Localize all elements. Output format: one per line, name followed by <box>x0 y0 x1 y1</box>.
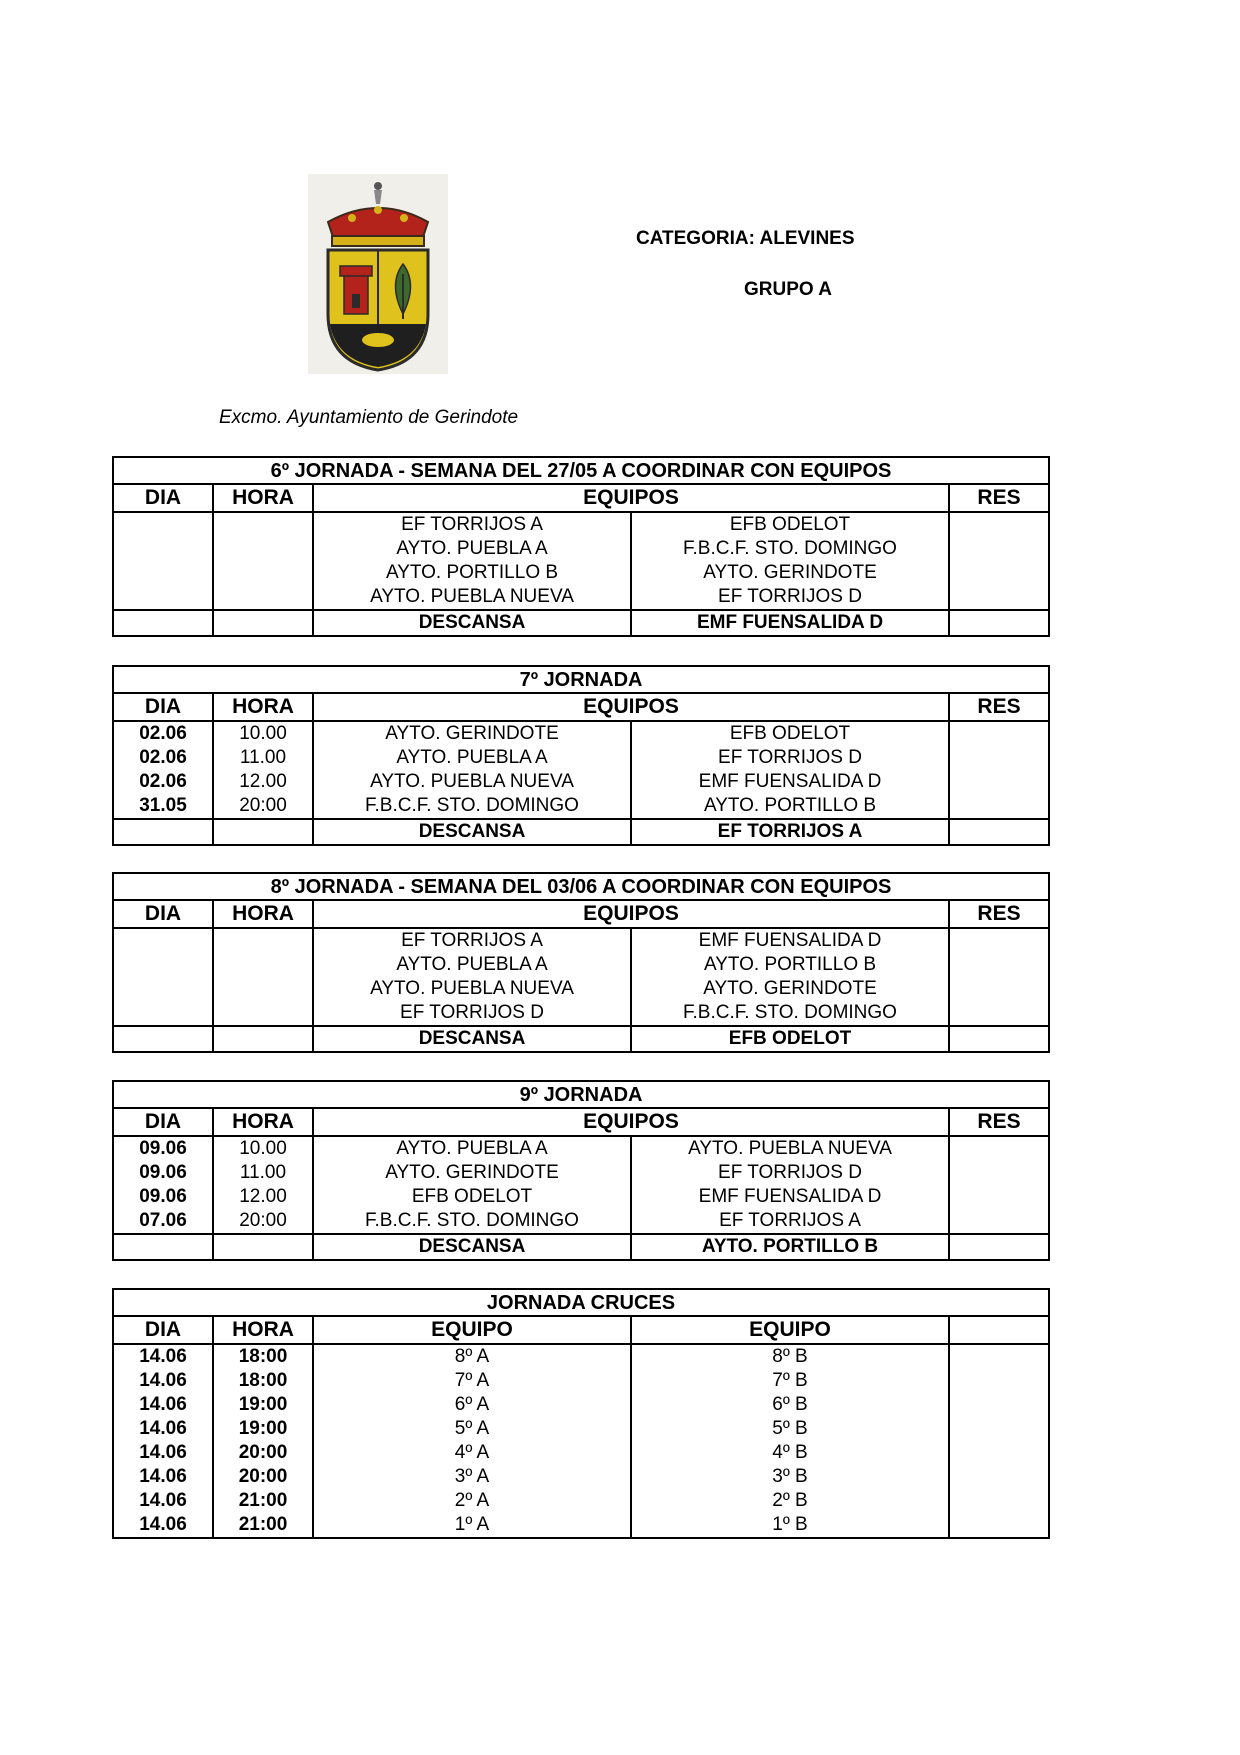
away-team: EFB ODELOT <box>631 512 949 537</box>
home-team: 1º A <box>313 1513 631 1538</box>
match-result <box>949 1393 1049 1417</box>
away-team: EF TORRIJOS D <box>631 1161 949 1185</box>
table-row <box>113 721 1049 746</box>
home-team: AYTO. PUEBLA A <box>313 746 631 770</box>
col-teams: EQUIPOS <box>313 1108 949 1136</box>
away-team: F.B.C.F. STO. DOMINGO <box>631 537 949 561</box>
table-row <box>113 1161 1049 1185</box>
rest-row <box>113 610 1049 636</box>
home-team: 6º A <box>313 1393 631 1417</box>
match-result <box>949 1513 1049 1538</box>
rest-row <box>113 1026 1049 1052</box>
rest-team: EFB ODELOT <box>631 1026 949 1052</box>
table-row <box>113 1393 1049 1417</box>
municipal-crest <box>308 174 448 374</box>
match-result <box>949 1001 1049 1026</box>
away-team: EF TORRIJOS D <box>631 746 949 770</box>
match-day: 14.06 <box>113 1417 213 1441</box>
col-hour: HORA <box>213 693 313 721</box>
match-day <box>113 537 213 561</box>
away-team: 3º B <box>631 1465 949 1489</box>
round-title: 7º JORNADA <box>113 666 1049 693</box>
table-row <box>113 1513 1049 1538</box>
away-team: 4º B <box>631 1441 949 1465</box>
home-team: AYTO. PUEBLA A <box>313 953 631 977</box>
match-day: 02.06 <box>113 721 213 746</box>
match-result <box>949 928 1049 953</box>
match-result <box>949 1417 1049 1441</box>
match-result <box>949 1344 1049 1369</box>
away-team: 6º B <box>631 1393 949 1417</box>
table-row <box>113 512 1049 537</box>
table-row <box>113 561 1049 585</box>
away-team: AYTO. PORTILLO B <box>631 953 949 977</box>
match-result <box>949 1209 1049 1234</box>
match-hour: 20:00 <box>213 794 313 819</box>
match-hour: 10.00 <box>213 721 313 746</box>
match-result <box>949 721 1049 746</box>
table-row <box>113 1185 1049 1209</box>
home-team: 7º A <box>313 1369 631 1393</box>
match-day <box>113 512 213 537</box>
col-result: RES <box>949 1108 1049 1136</box>
match-day: 02.06 <box>113 770 213 794</box>
away-team: EMF FUENSALIDA D <box>631 928 949 953</box>
col-hour: HORA <box>213 1316 313 1344</box>
match-hour <box>213 1001 313 1026</box>
round-table <box>112 456 1050 637</box>
table-row <box>113 1136 1049 1161</box>
table-row <box>113 1441 1049 1465</box>
match-result <box>949 512 1049 537</box>
away-team: EFB ODELOT <box>631 721 949 746</box>
away-team: 7º B <box>631 1369 949 1393</box>
table-row <box>113 746 1049 770</box>
home-team: F.B.C.F. STO. DOMINGO <box>313 794 631 819</box>
table-row <box>113 1369 1049 1393</box>
round-table <box>112 1080 1050 1261</box>
match-hour: 20:00 <box>213 1441 313 1465</box>
match-day <box>113 928 213 953</box>
home-team: 2º A <box>313 1489 631 1513</box>
table-row <box>113 537 1049 561</box>
match-day: 14.06 <box>113 1489 213 1513</box>
rest-row <box>113 1234 1049 1260</box>
home-team: 8º A <box>313 1344 631 1369</box>
match-day: 14.06 <box>113 1441 213 1465</box>
col-hour: HORA <box>213 1108 313 1136</box>
match-hour <box>213 512 313 537</box>
round-table <box>112 665 1050 846</box>
home-team: AYTO. GERINDOTE <box>313 1161 631 1185</box>
table-row <box>113 953 1049 977</box>
match-result <box>949 977 1049 1001</box>
col-day: DIA <box>113 693 213 721</box>
match-hour <box>213 977 313 1001</box>
rest-label: DESCANSA <box>313 610 631 636</box>
round-title: 6º JORNADA - SEMANA DEL 27/05 A COORDINAR CON EQUIPOS <box>113 457 1049 484</box>
match-hour: 10.00 <box>213 1136 313 1161</box>
rest-team: EMF FUENSALIDA D <box>631 610 949 636</box>
away-team: EMF FUENSALIDA D <box>631 1185 949 1209</box>
category-heading: CATEGORIA: ALEVINES <box>636 228 855 249</box>
col-teams: EQUIPOS <box>313 484 949 512</box>
home-team: AYTO. GERINDOTE <box>313 721 631 746</box>
organization-name: Excmo. Ayuntamiento de Gerindote <box>219 407 519 428</box>
away-team: EF TORRIJOS A <box>631 1209 949 1234</box>
away-team: EF TORRIJOS D <box>631 585 949 610</box>
match-hour: 19:00 <box>213 1393 313 1417</box>
table-row <box>113 928 1049 953</box>
away-team: 8º B <box>631 1344 949 1369</box>
col-team-a: EQUIPO <box>313 1316 631 1344</box>
col-day: DIA <box>113 1108 213 1136</box>
home-team: 4º A <box>313 1441 631 1465</box>
home-team: AYTO. PORTILLO B <box>313 561 631 585</box>
round-table <box>112 872 1050 1053</box>
match-hour: 20:00 <box>213 1209 313 1234</box>
away-team: 1º B <box>631 1513 949 1538</box>
match-result <box>949 1185 1049 1209</box>
match-result <box>949 953 1049 977</box>
match-hour <box>213 953 313 977</box>
table-row <box>113 1465 1049 1489</box>
match-hour <box>213 585 313 610</box>
away-team: AYTO. PORTILLO B <box>631 794 949 819</box>
match-result <box>949 561 1049 585</box>
home-team: F.B.C.F. STO. DOMINGO <box>313 1209 631 1234</box>
match-day: 02.06 <box>113 746 213 770</box>
away-team: AYTO. GERINDOTE <box>631 977 949 1001</box>
crosses-table <box>112 1288 1050 1539</box>
table-row <box>113 794 1049 819</box>
match-day: 14.06 <box>113 1369 213 1393</box>
table-row <box>113 1489 1049 1513</box>
col-day: DIA <box>113 1316 213 1344</box>
match-hour: 11.00 <box>213 1161 313 1185</box>
home-team: EFB ODELOT <box>313 1185 631 1209</box>
away-team: 2º B <box>631 1489 949 1513</box>
match-result <box>949 1441 1049 1465</box>
match-hour <box>213 537 313 561</box>
match-day <box>113 977 213 1001</box>
away-team: EMF FUENSALIDA D <box>631 770 949 794</box>
col-day: DIA <box>113 484 213 512</box>
col-teams: EQUIPOS <box>313 900 949 928</box>
home-team: AYTO. PUEBLA NUEVA <box>313 977 631 1001</box>
match-day: 07.06 <box>113 1209 213 1234</box>
table-row <box>113 1344 1049 1369</box>
col-hour: HORA <box>213 484 313 512</box>
match-hour: 18:00 <box>213 1369 313 1393</box>
round-title: 9º JORNADA <box>113 1081 1049 1108</box>
home-team: 5º A <box>313 1417 631 1441</box>
col-result: RES <box>949 693 1049 721</box>
match-result <box>949 746 1049 770</box>
away-team: AYTO. PUEBLA NUEVA <box>631 1136 949 1161</box>
table-row <box>113 1417 1049 1441</box>
col-team-b: EQUIPO <box>631 1316 949 1344</box>
match-hour: 21:00 <box>213 1489 313 1513</box>
match-result <box>949 585 1049 610</box>
match-result <box>949 1465 1049 1489</box>
match-result <box>949 1136 1049 1161</box>
match-result <box>949 770 1049 794</box>
match-day <box>113 561 213 585</box>
match-day: 31.05 <box>113 794 213 819</box>
match-result <box>949 537 1049 561</box>
match-hour: 12.00 <box>213 770 313 794</box>
match-hour <box>213 928 313 953</box>
home-team: EF TORRIJOS A <box>313 928 631 953</box>
match-day: 09.06 <box>113 1185 213 1209</box>
match-hour: 18:00 <box>213 1344 313 1369</box>
home-team: EF TORRIJOS A <box>313 512 631 537</box>
match-hour <box>213 561 313 585</box>
col-hour: HORA <box>213 900 313 928</box>
match-day: 14.06 <box>113 1393 213 1417</box>
match-hour: 19:00 <box>213 1417 313 1441</box>
match-result <box>949 1369 1049 1393</box>
home-team: AYTO. PUEBLA A <box>313 1136 631 1161</box>
table-row <box>113 977 1049 1001</box>
col-result: RES <box>949 484 1049 512</box>
match-hour: 12.00 <box>213 1185 313 1209</box>
match-hour: 20:00 <box>213 1465 313 1489</box>
rest-label: DESCANSA <box>313 1026 631 1052</box>
table-row <box>113 1209 1049 1234</box>
match-result <box>949 1161 1049 1185</box>
match-day: 14.06 <box>113 1465 213 1489</box>
home-team: AYTO. PUEBLA NUEVA <box>313 770 631 794</box>
match-day <box>113 585 213 610</box>
table-row <box>113 585 1049 610</box>
match-day: 09.06 <box>113 1136 213 1161</box>
rest-label: DESCANSA <box>313 819 631 845</box>
home-team: EF TORRIJOS D <box>313 1001 631 1026</box>
home-team: 3º A <box>313 1465 631 1489</box>
match-result <box>949 794 1049 819</box>
col-day: DIA <box>113 900 213 928</box>
group-heading: GRUPO A <box>744 279 832 300</box>
away-team: F.B.C.F. STO. DOMINGO <box>631 1001 949 1026</box>
table-row <box>113 770 1049 794</box>
match-day: 14.06 <box>113 1344 213 1369</box>
match-day <box>113 953 213 977</box>
match-day: 09.06 <box>113 1161 213 1185</box>
match-hour: 21:00 <box>213 1513 313 1538</box>
col-result-blank <box>949 1316 1049 1344</box>
round-title: 8º JORNADA - SEMANA DEL 03/06 A COORDINAR CON EQUIPOS <box>113 873 1049 900</box>
rest-row <box>113 819 1049 845</box>
col-result: RES <box>949 900 1049 928</box>
match-hour: 11.00 <box>213 746 313 770</box>
table-row <box>113 1001 1049 1026</box>
rest-label: DESCANSA <box>313 1234 631 1260</box>
away-team: 5º B <box>631 1417 949 1441</box>
col-teams: EQUIPOS <box>313 693 949 721</box>
match-day: 14.06 <box>113 1513 213 1538</box>
home-team: AYTO. PUEBLA A <box>313 537 631 561</box>
match-result <box>949 1489 1049 1513</box>
crosses-title: JORNADA CRUCES <box>113 1289 1049 1316</box>
home-team: AYTO. PUEBLA NUEVA <box>313 585 631 610</box>
away-team: AYTO. GERINDOTE <box>631 561 949 585</box>
rest-team: AYTO. PORTILLO B <box>631 1234 949 1260</box>
rest-team: EF TORRIJOS A <box>631 819 949 845</box>
match-day <box>113 1001 213 1026</box>
